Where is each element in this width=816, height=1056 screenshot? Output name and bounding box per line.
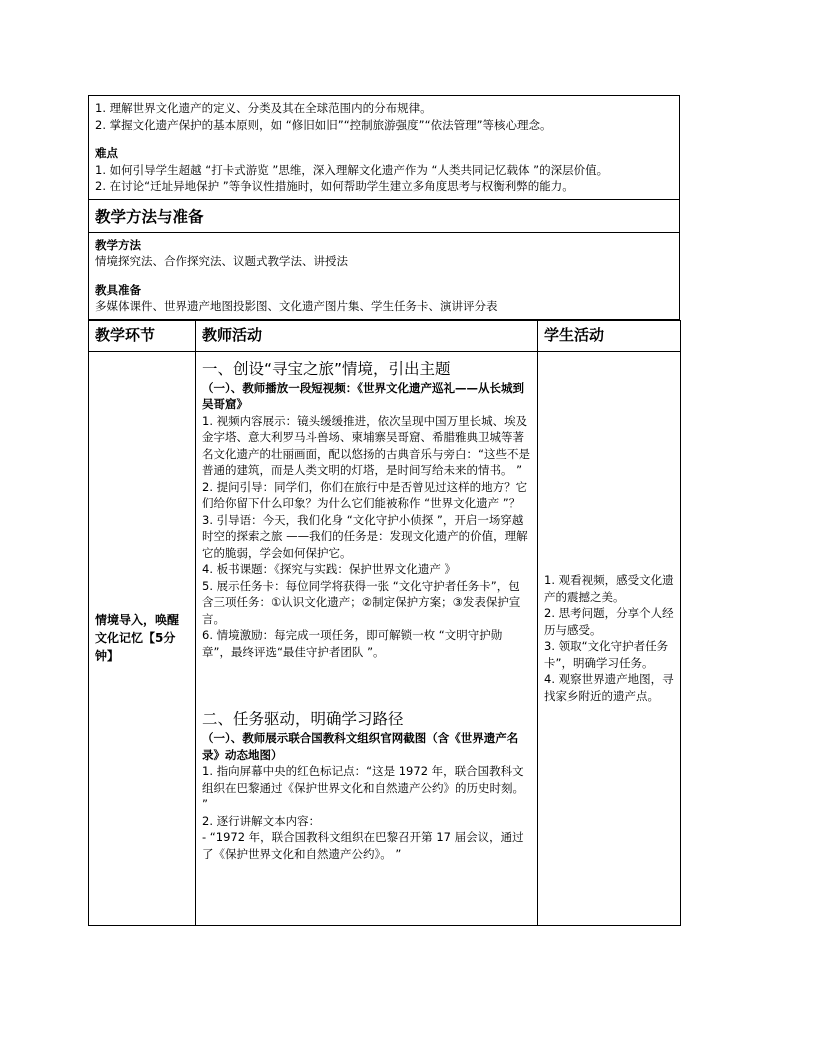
part2-title: 二、任务驱动，明确学习路径 xyxy=(202,710,404,728)
methods-text: 情境探究法、合作探究法、议题式教学法、讲授法 xyxy=(95,254,348,268)
tools-text: 多媒体课件、世界遗产地图投影图、文化遗产图片集、学生任务卡、演讲评分表 xyxy=(95,299,498,313)
part1-line-5: 5. 展示任务卡：每位同学将获得一张 “文化守护者任务卡”，包含三项任务：①认识文化遗产；②制定保护方案；③发表保护宣言。 xyxy=(202,578,521,626)
part1-line-1: 1. 视频内容展示：镜头缓缓推进，依次呈现中国万里长城、埃及金字塔、意大利罗马斗兽场、柬埔寨吴哥窟、希腊雅典卫城等著名文化遗产的壮丽画面，配以悠扬的古典音乐与旁白：“这些不是普通的建筑，而是人类文明的灯塔，是时间写给未来的情书。 ” xyxy=(202,413,530,477)
header-stage: 教学环节 xyxy=(89,320,196,351)
student-activity-cell xyxy=(538,351,681,925)
lesson-plan-box xyxy=(88,95,680,320)
table-row xyxy=(89,351,681,925)
stage-cell: 情境导入，唤醒文化记忆【5分钟】 xyxy=(89,351,196,925)
part1-line-3: 3. 引导语：今天，我们化身 “文化守护小侦探 ”，开启一场穿越时空的探索之旅 ——我们的任务是：发现文化遗产的价值，理解它的脆弱，学会如何保护它。 xyxy=(202,512,528,560)
student-line-3: 3. 领取“文化守护者任务卡”，明确学习任务。 xyxy=(544,639,669,670)
student-line-1: 1. 观看视频，感受文化遗产的震撼之美。 xyxy=(544,573,674,604)
objective-line-2: 2. 掌握文化遗产保护的基本原则，如 “修旧如旧”“控制旅游强度”“依法管理”等核心理念。 xyxy=(95,117,552,132)
methods-section xyxy=(89,200,679,233)
methods-title: 教学方法 xyxy=(95,237,141,252)
objective-line-1: 1. 理解世界文化遗产的定义、分类及其在全球范围内的分布规律。 xyxy=(95,101,432,115)
tools-title: 教具准备 xyxy=(95,282,141,297)
difficulty-title: 难点 xyxy=(95,146,118,160)
difficulty-line-2: 2. 在讨论“迁址异地保护 ”等争议性措施时，如何帮助学生建立多角度思考与权衡利弊的能力。 xyxy=(95,179,574,193)
document-page xyxy=(88,95,680,926)
part2-line-3: - “1972 年，联合国教科文组织在巴黎召开第 17 届会议，通过了《保护世界文化和自然遗产公约》。 ” xyxy=(202,830,524,861)
methods-heading: 教学方法与准备 xyxy=(95,207,204,226)
part2-line-1: 1. 指向屏幕中央的红色标记点：“这是 1972 年，联合国教科文组织在巴黎通过《保护世界文化和自然遗产公约》的历史时刻。 ” xyxy=(202,764,524,811)
part1-subheading: （一）、教师播放一段短视频：《世界文化遗产巡礼——从长城到吴哥窟》 xyxy=(202,380,524,411)
header-teacher: 教师活动 xyxy=(196,320,538,351)
objectives-section xyxy=(89,96,679,200)
header-student: 学生活动 xyxy=(538,320,681,351)
part1-title: 一、创设“寻宝之旅”情境，引出主题 xyxy=(202,359,451,378)
part1-line-6: 6. 情境激励：每完成一项任务，即可解锁一枚 “文明守护勋章”，最终评选“最佳守护者团队 ”。 xyxy=(202,628,503,659)
student-line-4: 4. 观察世界遗产地图，寻找家乡附近的遗产点。 xyxy=(544,672,674,703)
table-header-row xyxy=(89,320,681,351)
activity-table xyxy=(88,320,681,926)
student-line-2: 2. 思考问题，分享个人经历与感受。 xyxy=(544,606,674,637)
difficulty-line-1: 1. 如何引导学生超越 “打卡式游览 ”思维，深入理解文化遗产作为 “人类共同记忆载体 ”的深层价值。 xyxy=(95,162,609,177)
part2-subheading: （一）、教师展示联合国教科文组织官网截图（含《世界遗产名录》动态地图） xyxy=(202,731,519,762)
methods-detail-section xyxy=(89,233,679,320)
part2-line-2: 2. 逐行讲解文本内容： xyxy=(202,813,321,828)
part1-line-2: 2. 提问引导：同学们，你们在旅行中是否曾见过这样的地方？它们给你留下什么印象？为什么它们能被称作 “世界文化遗产 ”？ xyxy=(202,479,528,510)
part1-line-4: 4. 板书课题：《探究与实践：保护世界文化遗产 》 xyxy=(202,562,457,576)
teacher-activity-cell xyxy=(196,351,538,925)
